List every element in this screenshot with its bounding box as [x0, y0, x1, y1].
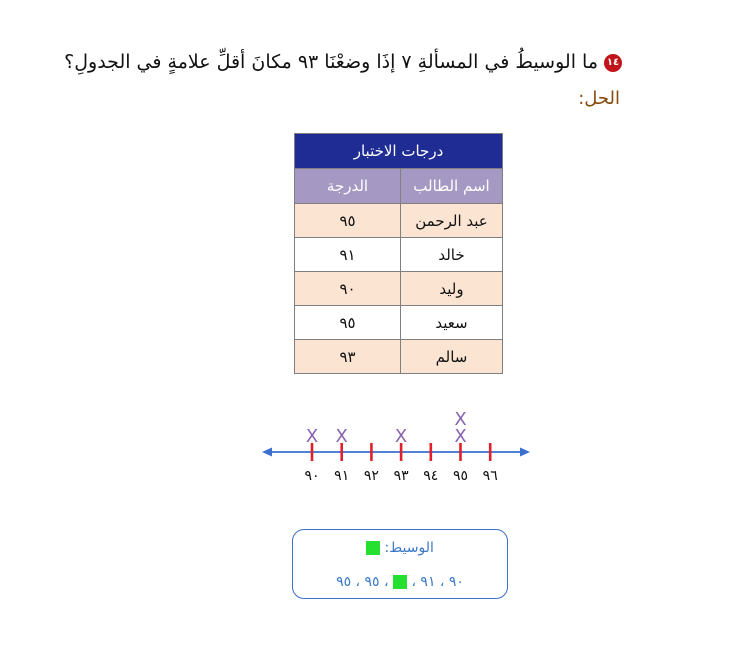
solution-label: الحل:	[578, 88, 620, 109]
cell-name: سعيد	[401, 306, 503, 340]
header-student-name: اسم الطالب	[401, 169, 503, 204]
cell-score: ٩٠	[295, 272, 401, 306]
table-row	[295, 204, 503, 238]
cell-name: خالد	[401, 238, 503, 272]
tick-label: ٩٣	[393, 468, 409, 484]
tick-label: ٩٤	[423, 468, 439, 484]
value-separator: ،	[435, 574, 449, 590]
tick-label: ٩٦	[482, 468, 498, 484]
table-row	[295, 306, 503, 340]
tick-label: ٩١	[334, 468, 350, 484]
right-arrow-icon	[520, 448, 530, 457]
ordered-value: ٩١	[420, 574, 436, 590]
ordered-value: ٩٥	[336, 574, 352, 590]
table-row	[295, 340, 503, 374]
left-arrow-icon	[262, 448, 272, 457]
median-position-highlight	[393, 575, 407, 589]
value-separator: ،	[351, 574, 365, 590]
x-mark: X	[335, 426, 348, 447]
ordered-values	[293, 571, 507, 593]
median-answer-highlight	[366, 541, 380, 555]
x-mark: X	[394, 426, 408, 447]
header-score: الدرجة	[295, 169, 401, 204]
question	[64, 48, 622, 76]
ordered-value: ٩٠	[448, 574, 464, 590]
median-box	[292, 529, 508, 599]
cell-score: ٩٥	[295, 204, 401, 238]
value-separator: ،	[407, 574, 421, 590]
median-label-row	[293, 537, 507, 559]
table-row	[295, 238, 503, 272]
value-separator: ،	[379, 574, 393, 590]
table-row	[295, 272, 503, 306]
scores-table	[294, 133, 503, 374]
x-mark: X	[454, 409, 467, 430]
ordered-value: ٩٥	[364, 574, 380, 590]
cell-name: وليد	[401, 272, 503, 306]
tick-label: ٩٥	[452, 468, 469, 484]
cell-score: ٩١	[295, 238, 401, 272]
tick-label: ٩٠	[304, 468, 320, 484]
tick-label: ٩٢	[363, 468, 379, 484]
cell-score: ٩٥	[295, 306, 401, 340]
cell-score: ٩٣	[295, 340, 401, 374]
median-label: الوسيط:	[384, 540, 434, 556]
cell-name: سالم	[401, 340, 503, 374]
x-mark: X	[305, 426, 319, 447]
question-number-badge: ١٤	[604, 54, 622, 72]
question-text: ما الوسيطُ في المسألةِ ٧ إذَا وضعْنَا ٩٣ مكانَ أقلِّ علامةٍ في الجدولِ؟	[64, 51, 598, 73]
table-title: درجات الاختبار	[295, 134, 503, 169]
cell-name: عبد الرحمن	[401, 204, 503, 238]
x-mark: X	[454, 426, 467, 447]
line-plot	[262, 400, 532, 490]
